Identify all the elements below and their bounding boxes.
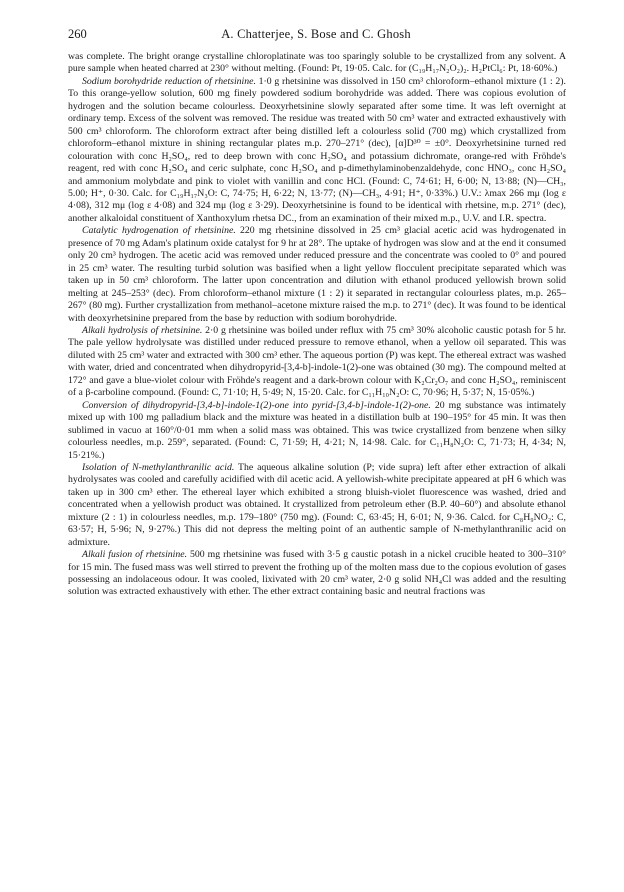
- paragraph-text: 1·0 g rhetsinine was dissolved in 150 cm³ chloroform–ethanol mixture (1 : 2). To this orange-yellow solution, 600 mg finely powdered sodium borohydride was added. There was copious evolution of hydrogen and the solution became colourless. Deoxyrhetsinine slowly separated after some time. It was left overnight at ordinary temp. Excess of the solvent was removed. The residue was treated with 50 cm³ water and extracted exhaustively with 500 cm³ chloroform. The chloroform extract after being distilled left a colourless solid (700 mg) which crystallized from chloroform–ethanol mixture in shining rectangular plates m.p. 270–271° (dec), [α]D³⁰ = ±0°. Deoxyrhetsinine turned red colouration with conc H₂SO₄, red to deep brown with conc H₂SO₄ and potassium dichromate, orange-red with Fröhde's reagent, red with conc H₂SO₄ and ceric sulphate, conc H₂SO₄ and p-dimethylaminobenzaldehyde, conc HNO₃, conc H₂SO₄ and ammonium molybdate and pink to violet with vanillin and conc HCl. (Found: C, 74·61; H, 6·00; N, 13·88; (N)—CH₃, 5.00; H⁺, 0·30. Calc. for C₁₉H₁₇N₃O: C, 74·75; H, 6·22; N, 13·77; (N)—CH₃, 4·91; H⁺, 0·33%.) U.V.: λmax 266 mμ (log ε 4·08), 312 mμ (log ε 4·08) and 324 mμ (log ε 3·29). Deoxyrhetsinine is found to be identical with rhetsine, m.p. 271° (dec), another alkaloidal constituent of Xanthoxylum rhetsa DC., from an examination of their mixed m.p., U.V. and I.R. spectra.: [68, 75, 566, 224]
- paragraph-heading: Conversion of dihydropyrid-[3,4-b]-indole-1(2)-one into pyrid-[3,4-b]-indole-1(2)-one.: [82, 399, 431, 411]
- article-body: [68, 51, 566, 599]
- paragraph-text: was complete. The bright orange crystalline chloroplatinate was too sparingly soluble to be crystallized from any solvent. A pure sample when heated charred at 230° without melting. (Found: Pt, 19·05. Calc. for (C₁₉H₁₇N₂O₂)₂. H₂PtCl₆: Pt, 18·60%.): [68, 51, 566, 75]
- paragraph-text: 220 mg rhetsinine dissolved in 25 cm³ glacial acetic acid was hydrogenated in presence of 70 mg Adam's platinum oxide catalyst for 9 hr at 28°. The uptake of hydrogen was slow and at the end it consumed only 20 cm³ hydrogen. The acetic acid was removed under reduced pressure and the concentrate was cooled to 0° and poured in 25 cm³ water. The resulting turbid solution was basified when a light yellow flocculent precipitate separated which was taken up in 50 cm³ chloroform. The latter upon concentration and dilution with ethanol produced yellowish brown solid melting at 245–253° (dec). From chloroform–ethanol mixture (1 : 2) it separated in rectangular colourless plates, m.p. 265–267° (80 mg). Further crystallization from methanol–acetone mixture raised the m.p. to 271° (dec). It was found to be identical with deoxyrhetsinine prepared from the base by reduction with sodium borohydride.: [68, 225, 567, 324]
- paragraph-continuation: [68, 51, 566, 76]
- page-number: 260: [68, 27, 87, 41]
- paragraph-alkali-hydrolysis: [68, 325, 566, 400]
- paragraph-heading: Catalytic hydrogenation of rhetsinine.: [82, 225, 236, 237]
- paragraph-text: 500 mg rhetsinine was fused with 3·5 g caustic potash in a nickel crucible heated to 300–310° for 15 min. The fused mass was well stirred to prevent the frothing up of the molten mass due to the copious evolution of gases possessing an indolaceous odour. It was cooled, lixivated with 20 cm³ water, 2·0 g solid NH₄Cl was added and the resulting solution was extracted exhaustively with ether. The ether extract containing basic and neutral fractions was: [68, 549, 566, 598]
- paragraph-heading: Sodium borohydride reduction of rhetsinine.: [82, 75, 256, 87]
- paragraph-heading: Isolation of N-methylanthranilic acid.: [82, 461, 235, 473]
- paragraph-heading: Alkali hydrolysis of rhetsinine.: [82, 324, 203, 336]
- paragraph-text: 20 mg substance was intimately mixed up with 100 mg palladium black and the mixture was heated in a distillation bulb at 190–195° for 45 min. It was then sublimed in vacuo at 160°/0·01 mm when a solid mass was obtained. This was twice crystallized from benzene when silky colourless needles, m.p. 259°, separated. (Found: C, 71·59; H, 4·21; N, 14·98. Calc. for C₁₁H₈N₂O: C, 71·73; H, 4·34; N, 15·21%.): [68, 399, 566, 461]
- paragraph-alkali-fusion: [68, 549, 566, 599]
- paragraph-catalytic-hydrogenation: [68, 225, 566, 325]
- paragraph-heading: Alkali fusion of rhetsinine.: [82, 549, 188, 561]
- paragraph-isolation: [68, 462, 566, 549]
- paragraph-conversion: [68, 400, 566, 462]
- paragraph-text: 2·0 g rhetsinine was boiled under reflux with 75 cm³ 30% alcoholic caustic potash for 5 hr. The pale yellow hydrolysate was distilled under reduced pressure to remove ethanol, when a yellow oil separated. This was diluted with 25 cm³ water and extracted with 300 cm³ ether. The aqueous portion (P) was kept. The ethereal extract was washed with water, dried and concentrated when dihydropyrid-[3,4-b]-indole-1(2)-one was obtained (30 mg). The compound melted at 172° and gave a blue-violet colour with Fröhde's reagent and a dark-brown colour with K₂Cr₂O₇ and conc H₂SO₄, reminiscent of a β-carboline compound. (Found: C, 71·10; H, 5·49; N, 15·20. Calc. for C₁₁H₁₀N₂O: C, 70·96; H, 5·37; N, 15·05%.): [68, 324, 566, 399]
- paragraph-borohydride-reduction: [68, 76, 566, 225]
- page-header: [68, 27, 564, 45]
- paragraph-text: The aqueous alkaline solution (P; vide supra) left after ether extraction of alkali hydrolysates was cooled and carefully acidified with dil acetic acid. A yellowish-white precipitate appeared at pH 6 which was taken up in 300 cm³ ether. The ethereal layer which exhibited a strong bluish-violet fluorescence was washed, dried and concentrated when a yellowish product was obtained. It crystallized from petroleum ether (B.P. 40–60°) and absolute ethanol mixture (2 : 1) in colourless needles, m.p. 179–180° (750 mg). (Found: C, 63·45; H, 6·01; N, 9·36. Calcd. for C₈H₉NO₂: C, 63·57; H, 5·96; N, 9·27%.) This did not depress the melting point of an authentic sample of N-methylanthranilic acid on admixture.: [68, 461, 567, 548]
- running-title: A. Chatterjee, S. Bose and C. Ghosh: [221, 27, 411, 41]
